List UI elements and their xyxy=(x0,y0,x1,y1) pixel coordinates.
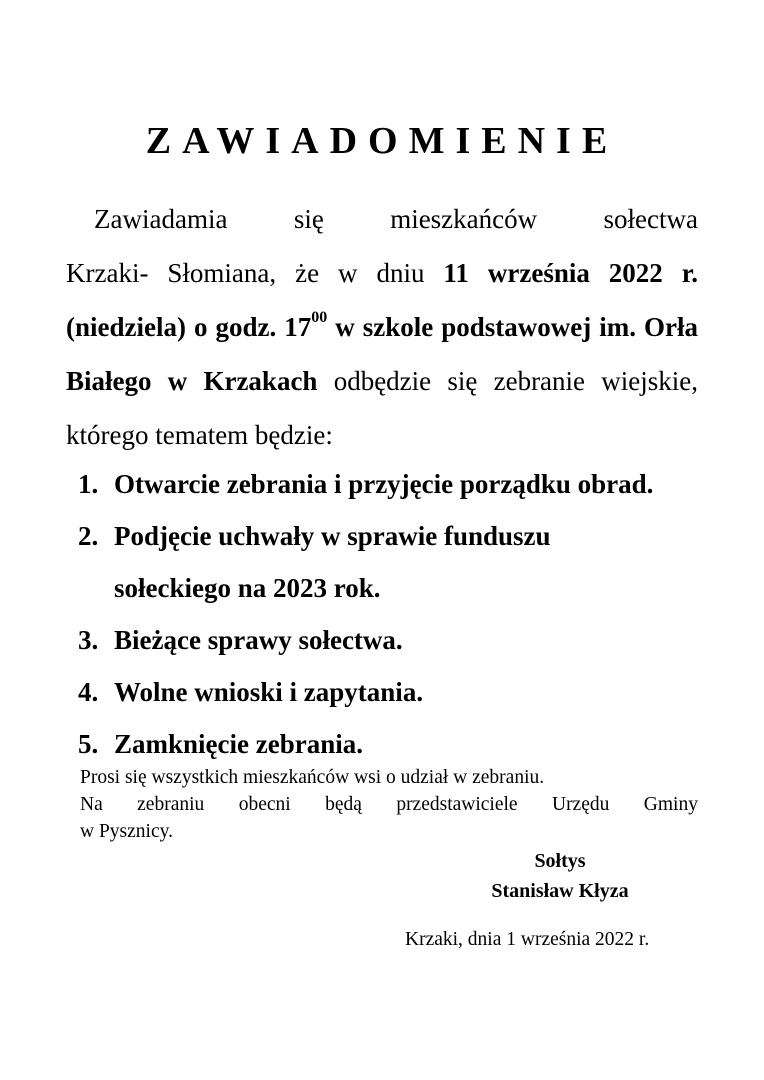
list-item xyxy=(78,666,718,718)
agenda-item-text: Zamknięcie zebrania. xyxy=(114,729,363,759)
intro-paragraph xyxy=(66,192,698,462)
intro-word-2: się xyxy=(293,204,324,234)
meeting-date: 11 września 2022 r. xyxy=(443,258,698,288)
closing-paragraph xyxy=(80,764,698,845)
intro-word-1: Zawiadamia xyxy=(94,204,228,234)
closing-word: będą xyxy=(325,794,362,815)
closing-line-2 xyxy=(80,791,698,818)
agenda-item-number: 3. xyxy=(78,625,99,655)
agenda-item-text: Otwarcie zebrania i przyjęcie porządku obrad. xyxy=(114,469,654,499)
agenda-item-text: Bieżące sprawy sołectwa. xyxy=(114,625,403,655)
list-item xyxy=(78,510,718,614)
meeting-day-time-text: (niedziela) o godz. 17 xyxy=(66,312,312,342)
document-title: ZAWIADOMIENIE xyxy=(145,120,619,162)
closing-line-1: Prosi się wszystkich mieszkańców wsi o udział w zebraniu. xyxy=(80,767,545,788)
closing-word: Gminy xyxy=(643,794,698,815)
intro-first-line xyxy=(66,192,698,246)
agenda-item-text-line1: Podjęcie uchwały w sprawie funduszu xyxy=(114,521,551,551)
intro-word-3: mieszkańców xyxy=(390,204,538,234)
signature-block xyxy=(440,846,680,906)
intro-text-b: odbędzie się zebranie wiejskie, którego tematem będzie: xyxy=(66,366,698,450)
meeting-day-time xyxy=(66,309,328,342)
closing-word: obecni xyxy=(238,794,291,815)
closing-word: przedstawiciele xyxy=(396,794,518,815)
closing-word: zebraniu xyxy=(137,794,205,815)
agenda-item-number: 1. xyxy=(78,469,99,499)
agenda-item-number: 4. xyxy=(78,677,99,707)
intro-text-a: Krzaki- Słomiana, że w dniu xyxy=(66,258,444,288)
agenda-item-number: 2. xyxy=(78,521,99,551)
list-item xyxy=(78,718,718,770)
closing-line-3: w Pysznicy. xyxy=(80,821,173,842)
list-item xyxy=(78,614,718,666)
signature-role: Sołtys xyxy=(534,850,586,872)
closing-word: Urzędu xyxy=(551,794,610,815)
agenda-list xyxy=(78,458,718,770)
meeting-time-minutes: 00 xyxy=(311,309,328,326)
closing-word: Na xyxy=(80,794,103,815)
intro-body xyxy=(66,246,698,462)
intro-word-4: sołectwa xyxy=(603,204,698,234)
meeting-place: w szkole podstawowej im. Orła Białego w Krzakach xyxy=(66,312,698,396)
agenda-item-text-line2: sołeckiego na 2023 rok. xyxy=(114,573,381,603)
place-and-date: Krzaki, dnia 1 września 2022 r. xyxy=(405,929,650,950)
agenda-item-text: Wolne wnioski i zapytania. xyxy=(114,677,424,707)
signature-name: Stanisław Kłyza xyxy=(491,880,629,902)
list-item xyxy=(78,458,718,510)
agenda-item-text xyxy=(114,510,718,614)
agenda-item-number: 5. xyxy=(78,729,99,759)
